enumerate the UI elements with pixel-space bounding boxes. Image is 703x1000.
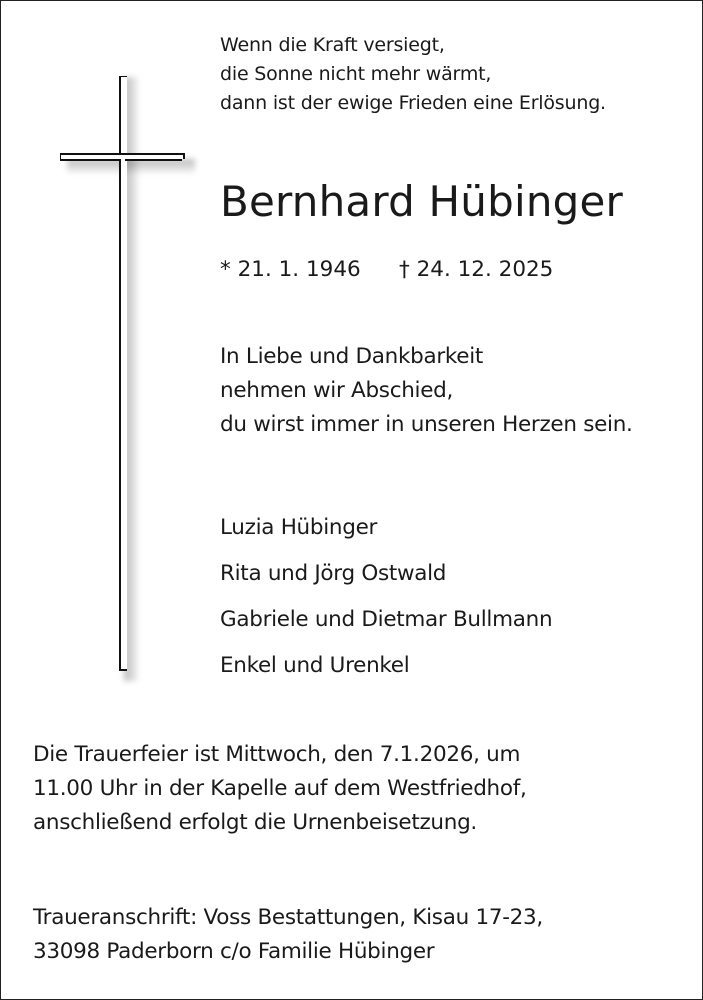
poem-line-2: die Sonne nicht mehr wärmt,: [220, 63, 492, 85]
ceremony-line-3: anschließend erfolgt die Urnenbeisetzung.: [33, 810, 477, 835]
ceremony-line-2: 11.00 Uhr in der Kapelle auf dem Westfriedhof,: [33, 776, 527, 801]
mourner-2: Rita und Jörg Ostwald: [220, 561, 447, 586]
death-date: † 24. 12. 2025: [399, 257, 554, 282]
farewell-line-1: In Liebe und Dankbarkeit: [220, 344, 484, 369]
cross-shadow-horizontal: [67, 159, 195, 173]
birth-date: * 21. 1. 1946: [220, 257, 361, 282]
mourner-1: Luzia Hübinger: [220, 515, 378, 540]
address-line-2: 33098 Paderborn c/o Familie Hübinger: [33, 939, 435, 964]
farewell-line-2: nehmen wir Abschied,: [220, 378, 454, 403]
poem-line-1: Wenn die Kraft versiegt,: [220, 34, 445, 56]
ceremony-line-1: Die Trauerfeier ist Mittwoch, den 7.1.2026, um: [33, 742, 521, 767]
poem-line-3: dann ist der ewige Frieden eine Erlösung.: [220, 92, 606, 114]
address-line-1: Traueranschrift: Voss Bestattungen, Kisau 17-23,: [33, 905, 543, 930]
cross-beam-edge-right: [125, 159, 182, 161]
farewell-line-3: du wirst immer in unseren Herzen sein.: [220, 412, 633, 437]
mourner-3: Gabriele und Dietmar Bullmann: [220, 607, 553, 632]
cross-beam-edge-left: [60, 159, 120, 161]
mourner-4: Enkel und Urenkel: [220, 653, 410, 678]
cross-vertical-beam: [119, 76, 127, 671]
deceased-name: Bernhard Hübinger: [220, 177, 624, 226]
